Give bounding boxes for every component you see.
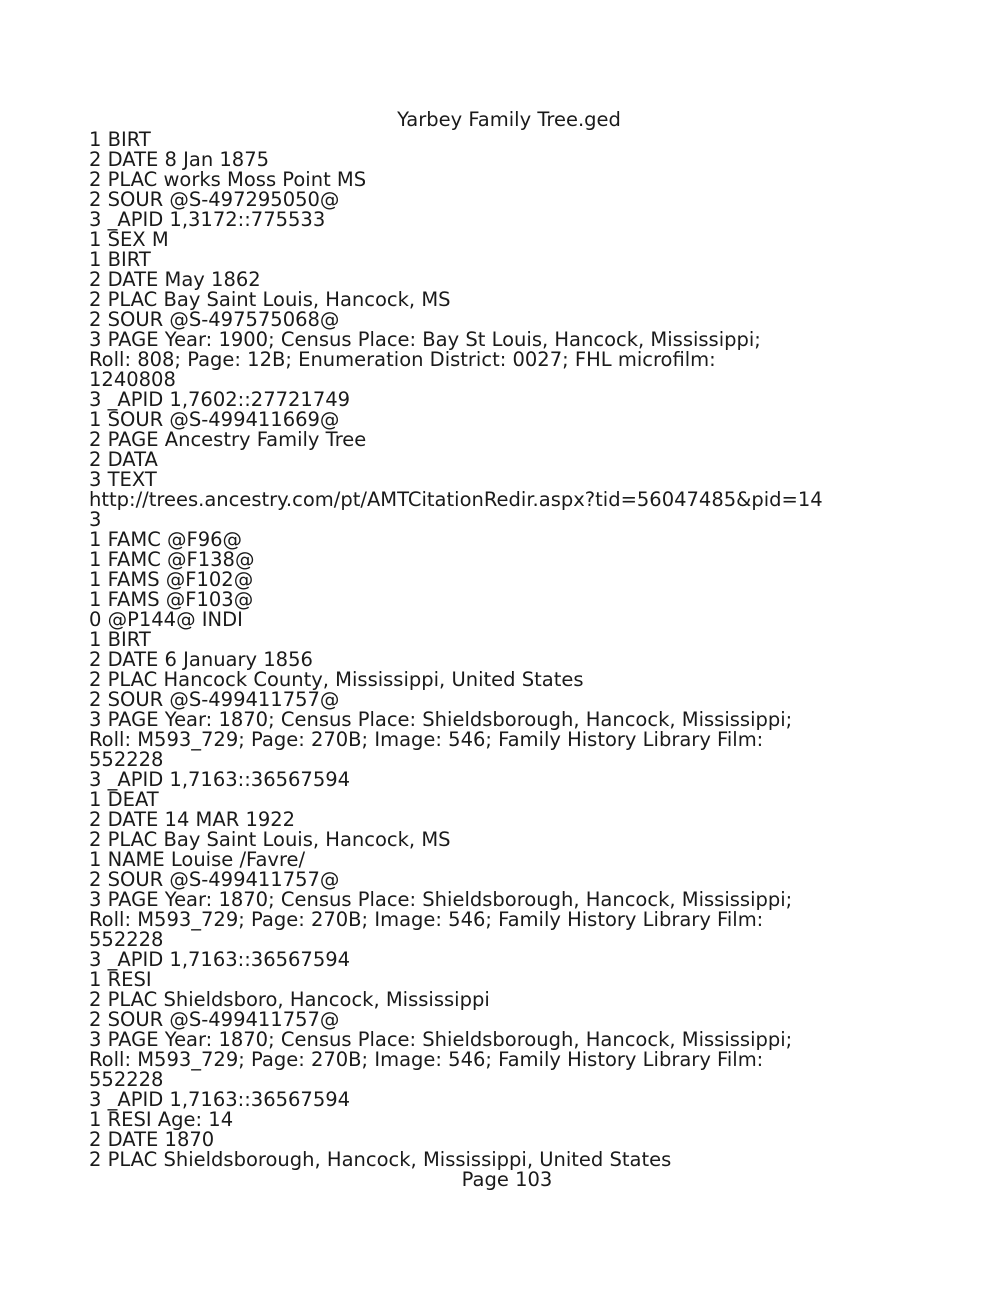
text-line: 3 <box>89 508 102 531</box>
text-line: 1 DEAT <box>89 788 159 811</box>
text-line: 2 DATE May 1862 <box>89 268 261 291</box>
text-line: 2 PLAC Bay Saint Louis, Hancock, MS <box>89 828 451 851</box>
text-line: 1 FAMC @F96@ <box>89 528 243 551</box>
text-line: 2 PLAC Hancock County, Mississippi, United States <box>89 668 584 691</box>
text-line: 2 DATE 8 Jan 1875 <box>89 148 270 171</box>
text-line: 3 TEXT <box>89 468 157 491</box>
text-line: 2 DATA <box>89 448 158 471</box>
document-title: Yarbey Family Tree.ged <box>397 108 621 131</box>
text-line: 552228 <box>89 928 164 951</box>
text-line: 1 RESI Age: 14 <box>89 1108 234 1131</box>
text-line: 0 @P144@ INDI <box>89 608 243 631</box>
text-line: 2 SOUR @S-499411757@ <box>89 1008 340 1031</box>
text-line: 3 _APID 1,7163::36567594 <box>89 948 351 971</box>
text-line: 2 SOUR @S-497295050@ <box>89 188 340 211</box>
text-line: 1 RESI <box>89 968 152 991</box>
text-line: 2 SOUR @S-499411757@ <box>89 868 340 891</box>
text-line: 3 PAGE Year: 1870; Census Place: Shieldsborough, Hancock, Mississippi; <box>89 1028 793 1051</box>
text-line: 2 SOUR @S-499411757@ <box>89 688 340 711</box>
text-line: 1 BIRT <box>89 248 151 271</box>
text-line: 3 PAGE Year: 1900; Census Place: Bay St Louis, Hancock, Mississippi; <box>89 328 761 351</box>
text-line: 3 _APID 1,7163::36567594 <box>89 1088 351 1111</box>
text-line: 1 BIRT <box>89 128 151 151</box>
text-line: Roll: M593_729; Page: 270B; Image: 546; Family History Library Film: <box>89 1048 764 1071</box>
text-line: Roll: 808; Page: 12B; Enumeration District: 0027; FHL microfilm: <box>89 348 716 371</box>
text-line: 552228 <box>89 748 164 771</box>
text-line: 3 PAGE Year: 1870; Census Place: Shieldsborough, Hancock, Mississippi; <box>89 708 793 731</box>
text-line: 3 _APID 1,7602::27721749 <box>89 388 351 411</box>
text-line: 3 _APID 1,3172::775533 <box>89 208 326 231</box>
gedcom-text-body <box>89 130 969 1170</box>
text-line: 2 PLAC Bay Saint Louis, Hancock, MS <box>89 288 451 311</box>
text-line: 2 PLAC Shieldsboro, Hancock, Mississippi <box>89 988 490 1011</box>
text-line: http://trees.ancestry.com/pt/AMTCitationRedir.aspx?tid=56047485&pid=14 <box>89 488 823 511</box>
text-line: 1 FAMC @F138@ <box>89 548 255 571</box>
text-line: 1 FAMS @F102@ <box>89 568 254 591</box>
text-line: 1 NAME Louise /Favre/ <box>89 848 306 871</box>
text-line: 2 PLAC Shieldsborough, Hancock, Mississippi, United States <box>89 1148 672 1171</box>
text-line: 1240808 <box>89 368 176 391</box>
page-number: Page 103 <box>461 1168 553 1191</box>
text-line: 2 DATE 1870 <box>89 1128 215 1151</box>
text-line: 1 BIRT <box>89 628 151 651</box>
text-line: 1 FAMS @F103@ <box>89 588 254 611</box>
text-line: Roll: M593_729; Page: 270B; Image: 546; Family History Library Film: <box>89 908 764 931</box>
text-line: 2 PLAC works Moss Point MS <box>89 168 367 191</box>
text-line: Roll: M593_729; Page: 270B; Image: 546; Family History Library Film: <box>89 728 764 751</box>
text-line: 2 SOUR @S-497575068@ <box>89 308 340 331</box>
text-line: 3 _APID 1,7163::36567594 <box>89 768 351 791</box>
text-line: 1 SOUR @S-499411669@ <box>89 408 340 431</box>
text-line: 2 DATE 14 MAR 1922 <box>89 808 296 831</box>
text-line: 552228 <box>89 1068 164 1091</box>
text-line: 2 PAGE Ancestry Family Tree <box>89 428 367 451</box>
text-line: 3 PAGE Year: 1870; Census Place: Shieldsborough, Hancock, Mississippi; <box>89 888 793 911</box>
text-line: 1 SEX M <box>89 228 169 251</box>
text-line: 2 DATE 6 January 1856 <box>89 648 313 671</box>
